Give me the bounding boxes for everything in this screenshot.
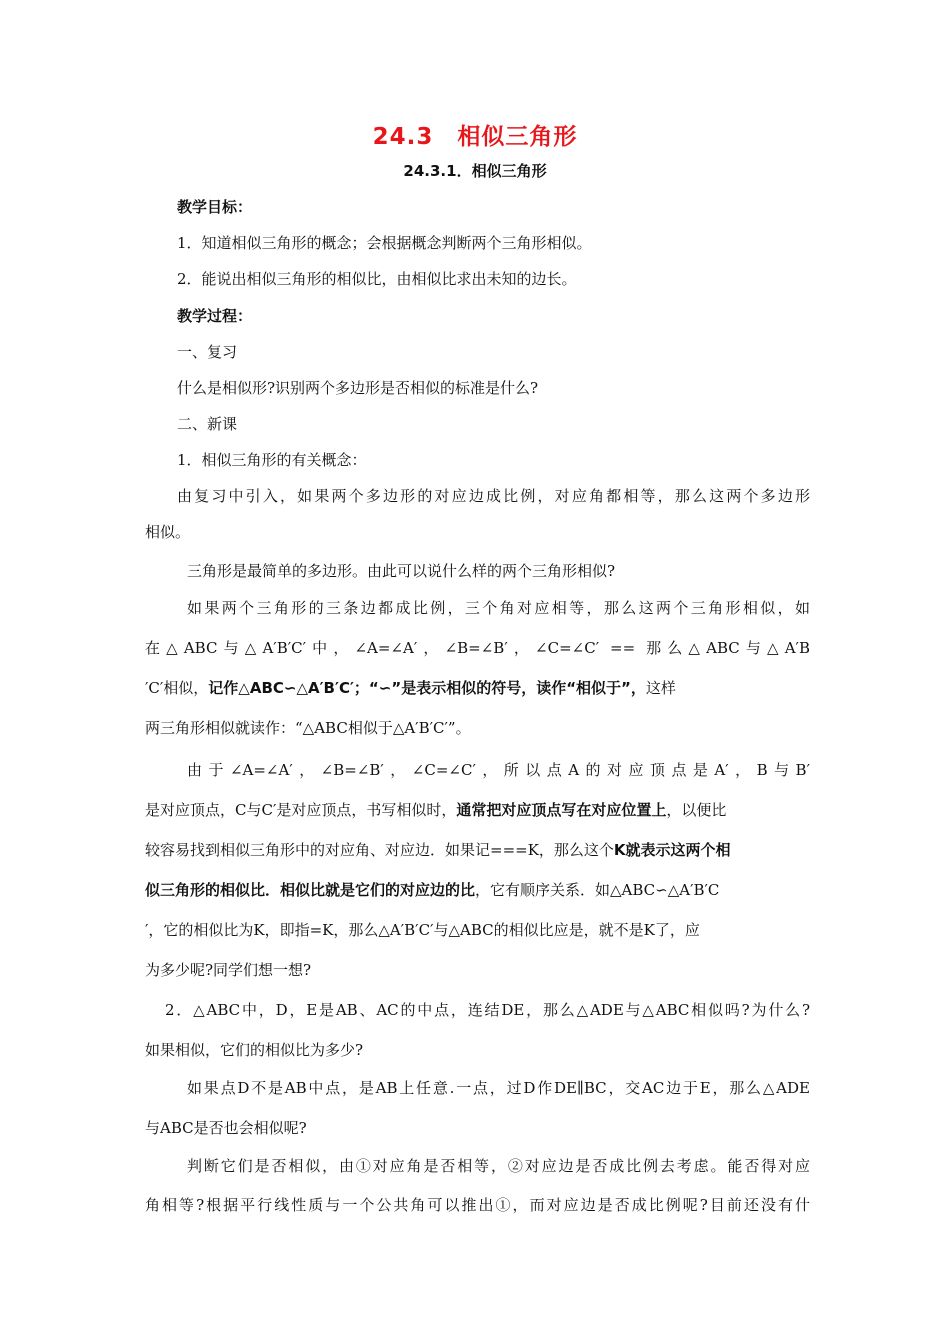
process-heading: 教学过程： (177, 307, 253, 325)
emphasis-text: 似三角形的相似比．相似比就是它们的对应边的比 (145, 881, 476, 899)
document-title: 24.3 相似三角形 (372, 124, 578, 150)
paragraph-line (145, 840, 810, 860)
paragraph-line: 由于∠A=∠A′，∠B=∠B′，∠C=∠C′，所以点A的对应顶点是A′，B与B′ (187, 761, 810, 779)
goals-heading: 教学目标： (177, 198, 253, 216)
concept-heading: 1．相似三角形的有关概念： (177, 451, 367, 469)
text-run: ，以便比 (666, 801, 727, 819)
paragraph-line (145, 800, 810, 820)
paragraph-line: 角相等?根据平行线性质与一个公共角可以推出①，而对应边是否成比例呢?目前还没有什 (145, 1196, 810, 1214)
paragraph-line: 2．△ABC中，D，E是AB、AC的中点，连结DE，那么△ADE与△ABC相似吗?为什么? (165, 1001, 810, 1019)
paragraph-line: 如果点D不是AB中点，是AB上任意.一点，过D作DE∥BC，交AC边于E，那么△ADE (187, 1079, 810, 1097)
paragraph-line: 三角形是最简单的多边形。由此可以说什么样的两个三角形相似? (187, 562, 616, 580)
emphasis-text: 通常把对应顶点写在对应位置上 (456, 801, 667, 819)
paragraph-line: ′，它的相似比为K，即指=K，那么△A′B′C′与△ABC的相似比应是，就不是K了，应 (145, 921, 700, 939)
paragraph-line (145, 678, 810, 698)
paragraph-line: 两三角形相似就读作：“△ABC相似于△A′B′C′”。 (145, 719, 471, 737)
emphasis-text: K就表示这两个相 (613, 841, 731, 859)
paragraph-line: 在△ABC与△A′B′C′中，∠A=∠A′，∠B=∠B′，∠C=∠C′ == 那么△ABC与△A′B (145, 639, 810, 657)
paragraph-line: 如果相似，它们的相似比为多少? (145, 1041, 364, 1059)
section-subtitle: 24.3.1．相似三角形 (403, 162, 547, 180)
new-lesson-heading: 二、新课 (177, 415, 238, 433)
text-run: 较容易找到相似三角形中的对应角、对应边．如果记===K，那么这个 (145, 841, 614, 859)
paragraph-line: 由复习中引入，如果两个多边形的对应边成比例，对应角都相等，那么这两个多边形 (177, 487, 810, 505)
paragraph-line (145, 880, 810, 900)
text-run: 这样 (645, 679, 676, 697)
paragraph-line: 判断它们是否相似，由①对应角是否相等，②对应边是否成比例去考虑。能否得对应 (187, 1157, 810, 1175)
text-run: 是对应顶点，C与C′是对应顶点，书写相似时， (145, 801, 457, 819)
text-run: ′C′相似， (145, 679, 209, 697)
emphasis-text: 记作△ABC∽△A′B′C′；“∽”是表示相似的符号，读作“相似于”， (208, 679, 646, 697)
goal-item-1: 1．知道相似三角形的概念；会根据概念判断两个三角形相似。 (177, 234, 592, 252)
paragraph-line: 如果两个三角形的三条边都成比例，三个角对应相等，那么这两个三角形相似，如 (187, 599, 810, 617)
paragraph-line: 为多少呢?同学们想一想? (145, 961, 312, 979)
text-run: ，它有顺序关系．如△ABC∽△A′B′C (475, 881, 720, 899)
paragraph-line: 相似。 (145, 523, 191, 541)
review-question: 什么是相似形?识别两个多边形是否相似的标准是什么? (177, 379, 539, 397)
paragraph-line: 与ABC是否也会相似呢? (145, 1119, 307, 1137)
review-heading: 一、复习 (177, 343, 238, 361)
goal-item-2: 2．能说出相似三角形的相似比，由相似比求出未知的边长。 (177, 270, 577, 288)
